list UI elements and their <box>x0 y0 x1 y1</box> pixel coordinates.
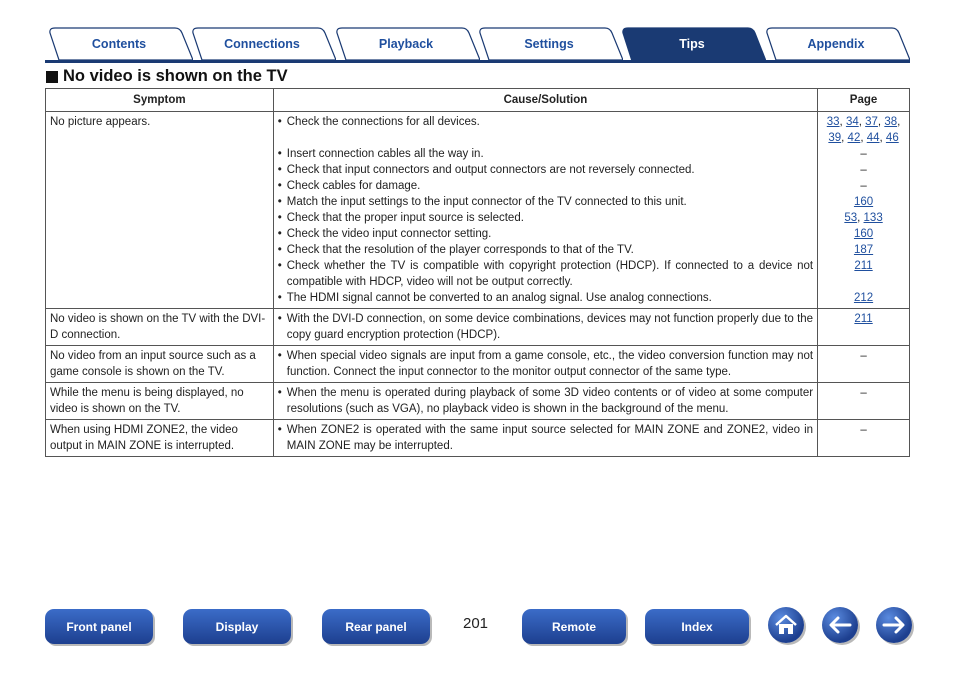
tab-tips[interactable] <box>618 27 766 61</box>
page-link[interactable]: 212 <box>853 292 874 304</box>
page-cell: – <box>818 420 910 457</box>
page-link[interactable]: 38 <box>884 116 898 128</box>
tab-contents[interactable] <box>45 27 193 61</box>
cause-item: • Check cables for damage. <box>277 180 421 192</box>
page-cell: 33, 34, 37, 38, 39, 42, 44, 46 – – – 160 53, 133 160 187 211 212 <box>818 112 910 309</box>
page-link[interactable]: 211 <box>854 260 873 272</box>
cause-item: • Check the connections for all devices. <box>277 116 480 128</box>
troubleshooting-table <box>45 88 910 457</box>
tab-label: Settings <box>524 37 574 51</box>
remote-button[interactable]: Remote <box>522 609 626 644</box>
table-row <box>46 309 910 346</box>
page-link[interactable]: 39 <box>828 132 842 144</box>
tab-bar <box>45 27 910 63</box>
tab-connections[interactable] <box>188 27 336 61</box>
cause-item: • With the DVI-D connection, on some device combinations, devices may not function properly due to the copy guard encryption protection (HDCP). <box>277 313 814 341</box>
cause-item: • When special video signals are input from a game console, etc., the video conversion function may not function. Connect the input connector to the monitor output connector of the same type. <box>277 350 814 378</box>
page-cell: – <box>818 346 910 383</box>
header-cause: Cause/Solution <box>273 89 817 112</box>
tab-label: Connections <box>224 37 300 51</box>
cause-item: • Check whether the TV is compatible with copyright protection (HDCP). If connected to a device not compatible with HDCP, video will not be output correctly. <box>277 260 814 288</box>
page-number: 201 <box>463 615 489 632</box>
forward-button[interactable] <box>876 607 912 643</box>
cause-cell <box>273 112 817 309</box>
tab-label: Playback <box>378 37 434 51</box>
symptom-cell: While the menu is being displayed, no video is shown on the TV. <box>46 383 274 420</box>
cause-item: • When ZONE2 is operated with the same input source selected for MAIN ZONE and ZONE2, video in MAIN ZONE may be interrupted. <box>277 424 814 452</box>
cause-item: • Check that the proper input source is selected. <box>277 212 524 224</box>
table-row <box>46 112 910 309</box>
page-cell: – <box>818 383 910 420</box>
back-button[interactable] <box>822 607 858 643</box>
header-page: Page <box>818 89 910 112</box>
table-row <box>46 383 910 420</box>
tab-playback[interactable] <box>332 27 480 61</box>
cause-item: • Match the input settings to the input connector of the TV connected to this unit. <box>277 196 687 208</box>
cause-item: • Check that input connectors and output connectors are not reversely connected. <box>277 164 695 176</box>
page-link[interactable]: 160 <box>853 228 874 240</box>
tab-label: Appendix <box>807 37 865 51</box>
symptom-cell: No video is shown on the TV with the DVI-D connection. <box>46 309 274 346</box>
page-link[interactable]: 53 <box>844 212 858 224</box>
page-link[interactable]: 160 <box>853 196 874 208</box>
cause-cell <box>273 383 817 420</box>
symptom-cell: No video from an input source such as a game console is shown on the TV. <box>46 346 274 383</box>
header-symptom: Symptom <box>46 89 274 112</box>
arrow-left-icon <box>828 616 852 634</box>
tab-underline <box>45 60 910 63</box>
arrow-right-icon <box>882 616 906 634</box>
section-heading <box>46 67 288 86</box>
table-header-row <box>46 89 910 112</box>
cause-item: • The HDMI signal cannot be converted to an analog signal. Use analog connections. <box>277 292 712 304</box>
page-link[interactable]: 46 <box>885 132 899 144</box>
display-button[interactable]: Display <box>183 609 291 644</box>
page-link[interactable]: 133 <box>863 212 883 224</box>
heading-text: No video is shown on the TV <box>63 67 288 85</box>
page-link[interactable]: 44 <box>866 132 880 144</box>
cause-item: • Insert connection cables all the way in. <box>277 148 484 160</box>
home-button[interactable] <box>768 607 804 643</box>
cause-item: • Check the video input connector setting. <box>277 228 492 240</box>
tab-label: Contents <box>91 37 147 51</box>
page-cell <box>818 309 910 346</box>
page-dash: – <box>860 148 867 160</box>
tab-label: Tips <box>679 37 705 51</box>
page-link[interactable]: 211 <box>854 313 873 325</box>
cause-item: • Check that the resolution of the player corresponds to that of the TV. <box>277 244 634 256</box>
cause-cell <box>273 420 817 457</box>
tab-settings[interactable] <box>475 27 623 61</box>
page-link[interactable]: 187 <box>853 244 874 256</box>
page-dash: – <box>860 164 867 176</box>
tab-appendix[interactable] <box>762 27 910 61</box>
table-row <box>46 420 910 457</box>
page-link[interactable]: 33 <box>826 116 840 128</box>
front-panel-button[interactable]: Front panel <box>45 609 153 644</box>
page-dash: – <box>860 180 867 192</box>
page-link[interactable]: 42 <box>847 132 861 144</box>
table-row <box>46 346 910 383</box>
page-link[interactable]: 37 <box>865 116 878 128</box>
index-button[interactable]: Index <box>645 609 749 644</box>
symptom-cell: When using HDMI ZONE2, the video output in MAIN ZONE is interrupted. <box>46 420 274 457</box>
cause-cell <box>273 346 817 383</box>
page-link[interactable]: 34 <box>845 116 859 128</box>
rear-panel-button[interactable]: Rear panel <box>322 609 430 644</box>
symptom-cell: No picture appears. <box>46 112 274 309</box>
cause-cell <box>273 309 817 346</box>
home-icon <box>774 614 798 636</box>
square-bullet-icon <box>46 71 58 83</box>
cause-item: • When the menu is operated during playback of some 3D video contents or of video at some computer resolutions (such as VGA), no playback video is shown in the background of the menu. <box>277 387 814 415</box>
